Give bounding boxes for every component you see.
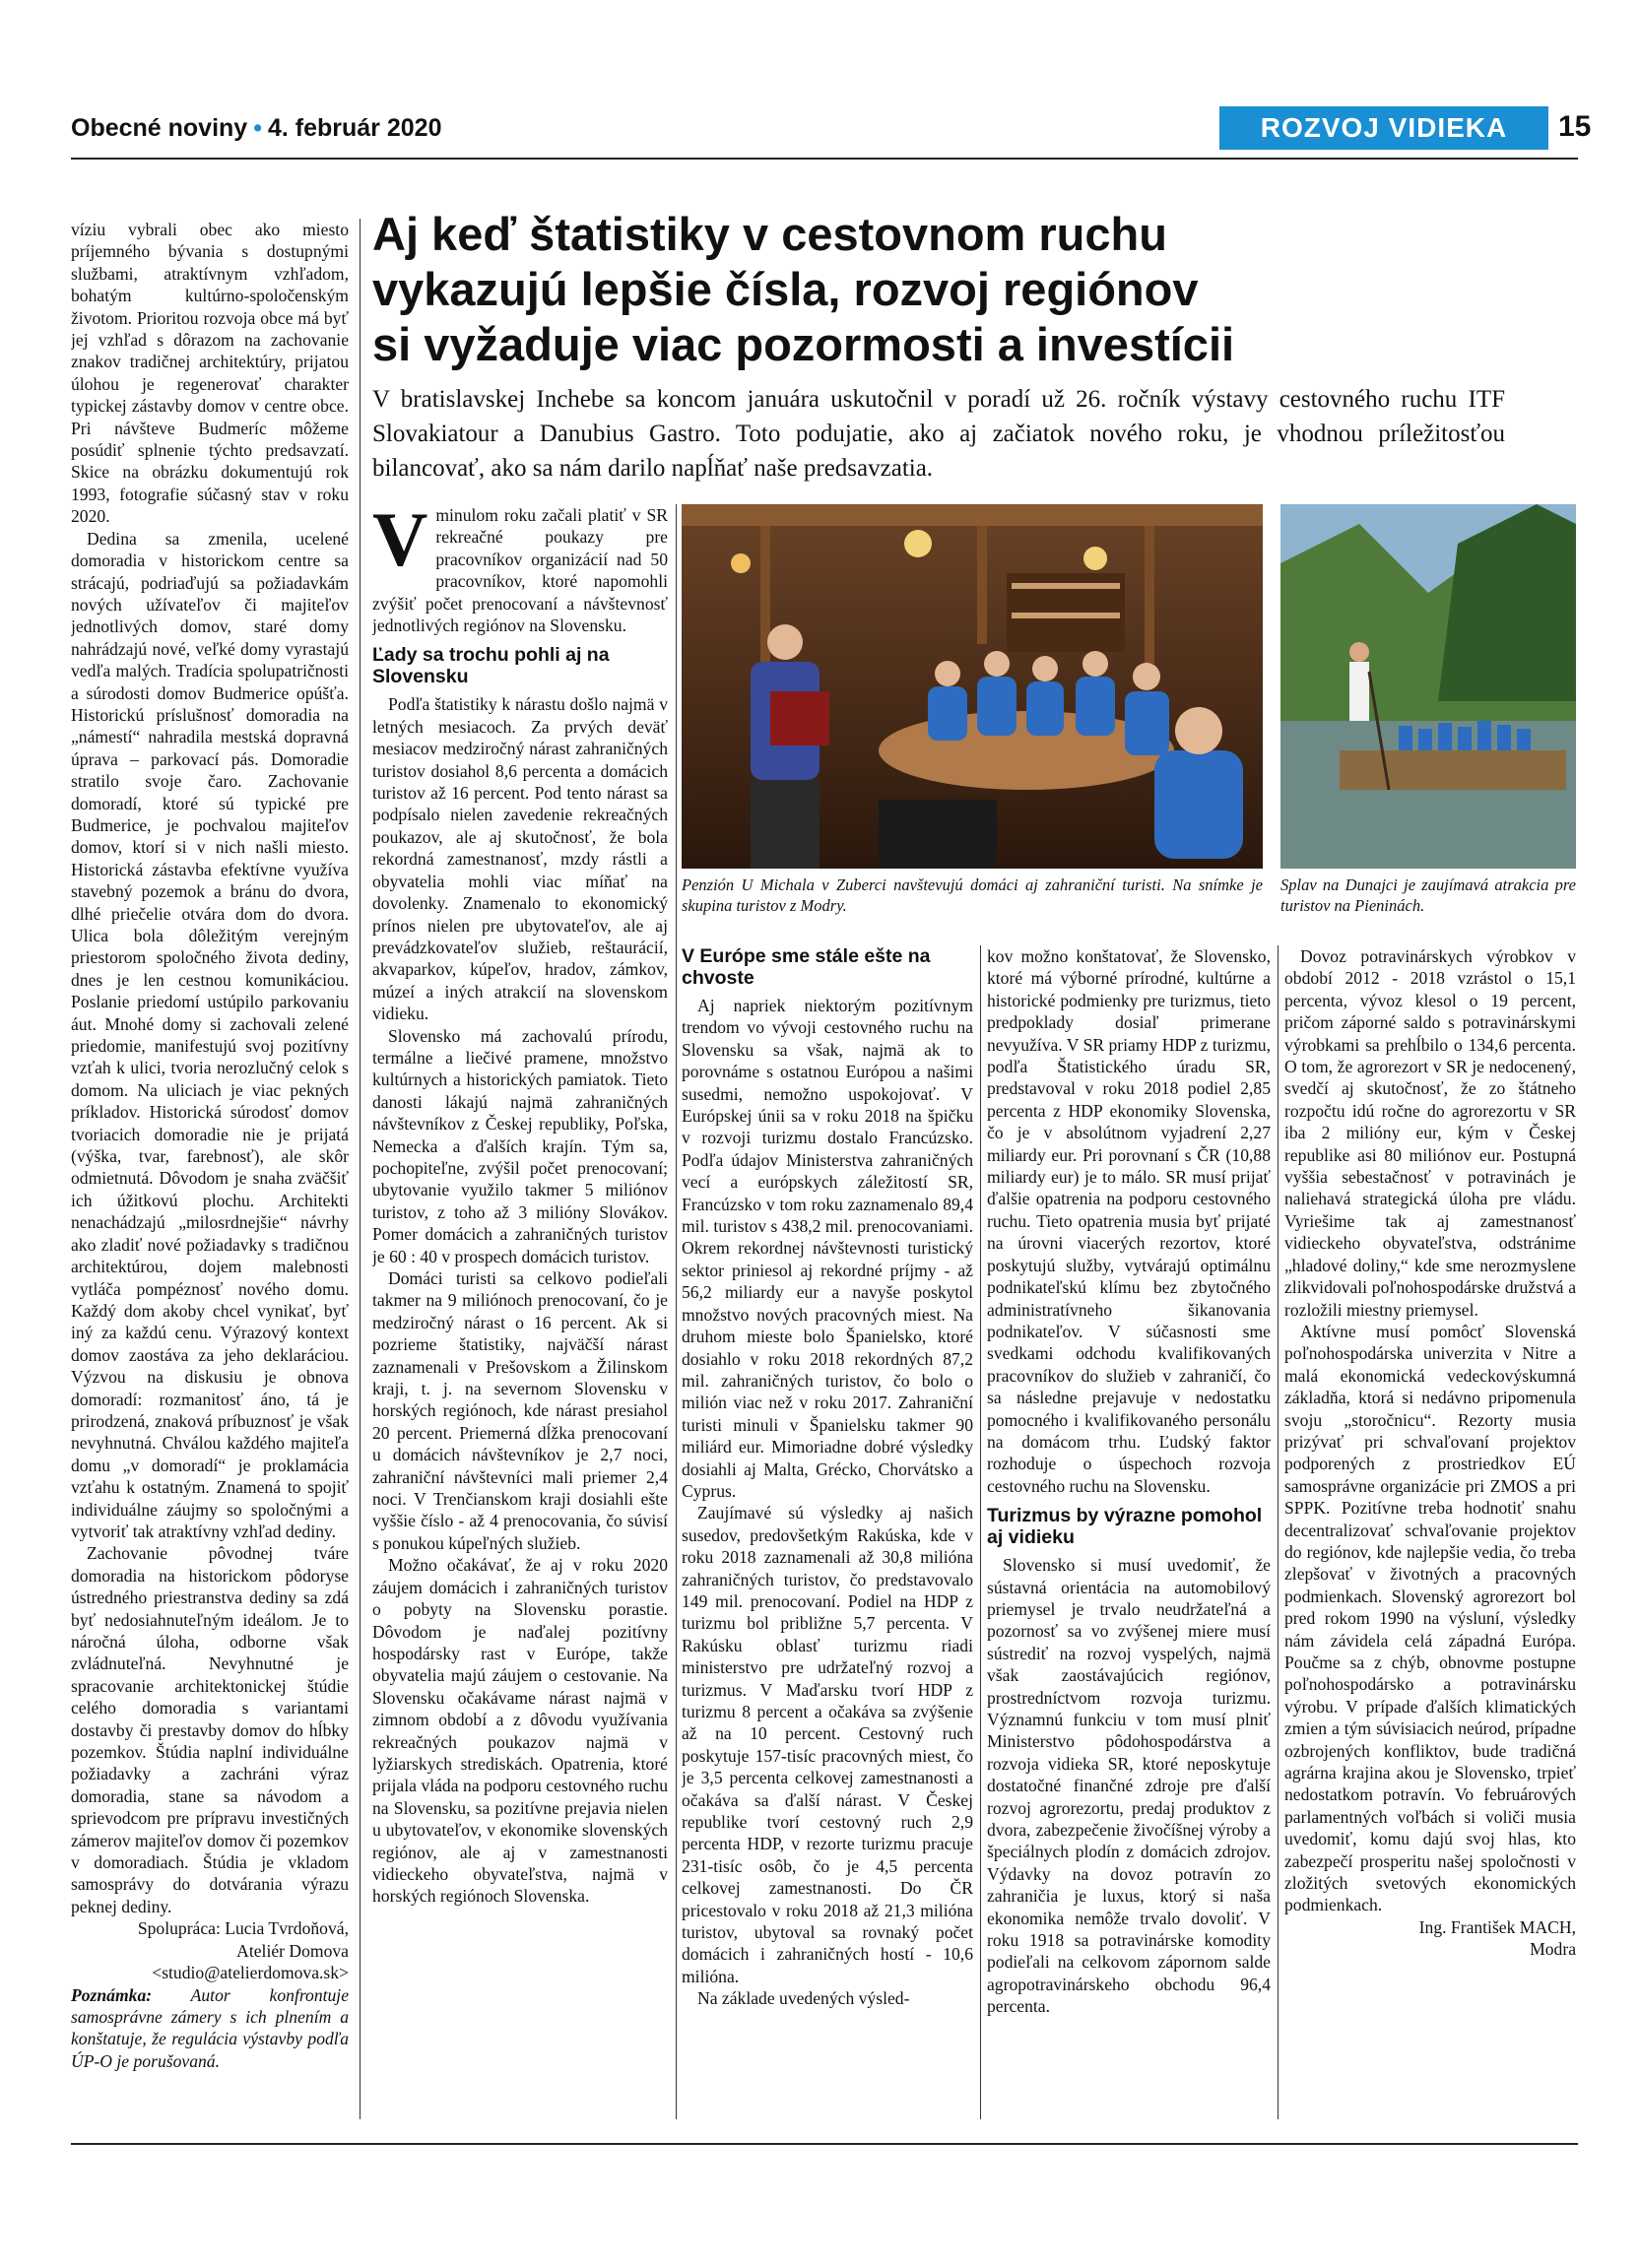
col2-paragraph-1 bbox=[372, 504, 668, 636]
column-divider-4 bbox=[1278, 945, 1279, 2119]
headline bbox=[372, 207, 1515, 372]
subheading-v-europe: V Európe sme stále ešte na chvoste bbox=[682, 945, 931, 989]
col5-paragraph-2: Aktívne musí pomôcť Slovenská poľnohospodárska univerzita v Nitre a malá ekonomická vedeckovýskumná základňa, ktorá si nedávno pripomenula svoju „storočnicu“. Rezorty musia prizývať pri schvaľovaní projektov podporených z prostriedkov EÚ samosprávne organizácie pri ZMOS a pri SPPK. Pozitívne treba hodnotiť snahu decentralizovať schvaľovanie projektov do regiónov, kde najlepšie vedia, čo treba zlepšovať v životných a pracovných podmienkach. Slovenský agrorezort bol pred rokom 1990 na výsluní, výsledky nám závidela celá západná Európa. Poučme sa z chýb, obnovme postupne poľnohospodársko a potravinársku výrobu. V prípade ďalších klimatických zmien a tým súvisiacich neúrod, prípadne ozbrojených konfliktov, bude tradičná agrárna krajina akou je Slovensko, trpieť nedostatkom potravín. Vo februárových parlamentných voľbách si voliči musia uvedomiť, komu dajú svoj hlas, kto zabezpečí prosperitu našej spoločnosti v zložitých svetových ekonomických podmienkach. bbox=[1284, 1321, 1576, 1915]
col2-paragraph-4: Domáci turisti sa celkovo podieľali takmer na 9 miliónoch prenocovaní, čo je medziročný nárast o 16 percent. Ak si pozrieme štatistiky, najväčší nárast zaznamenali v Prešovskom a Žilinskom kraji, t. j. na severnom Slovensku v horských regiónoch, kde nárast presiahol 20 percent. Priemerná dĺžka prenocovaní u domácich návštevníkov je 2,7 noci, zahraniční návštevníci mali priemer 2,4 noci. V Trenčianskom kraji dosiahli ešte vyššie číslo - až 4 prenocovania, čo súvisí s ponukou kúpeľných služieb. bbox=[372, 1268, 668, 1553]
photo-rafting bbox=[1280, 504, 1576, 869]
note bbox=[71, 1984, 349, 2073]
col2-paragraph-2: Podľa štatistiky k nárastu došlo najmä v letných mesiacoch. Za prvých deväť mesiacov medziročný nárast zahraničných turistov dosiahol 8,6 percenta a domácich turistov až 16 percent. Pod tento nárast sa podpísalo nielen zavedenie rekreačných poukazov, ale aj skutočnosť, že bola rekordná zamestnanosť, mzdy rástli a obyvatelia mohli viac míňať na dovolenky. Znamenalo to ekonomický prínos nielen pre ubytovateľov, ale aj prevádzkovateľov služieb, reštaurácií, akvaparkov, kúpeľov, hradov, zámkov, múzeí a iných atrakcií na slovenskom vidieku. bbox=[372, 694, 668, 1024]
author-place: Modra bbox=[1530, 1939, 1576, 1960]
page-header bbox=[71, 106, 1592, 152]
left-paragraph-1: víziu vybrali obec ako miesto príjemného bývania s dostupnými službami, atraktívnym vzhľadom, bohatým kultúrno-spoločenským životom. Prioritou rozvoja obce má byť jej vzhľad s dôrazom na zachovanie znakov tradičnej architektúry, prijatou úlohou je regenerovať charakter typickej zástavby domov v centre obce. Pri návšteve Budmeríc môžeme posúdiť splnenie týchto predsavzatí. Skice na obrázku dokumentujú rok 1993, fotografie súčasný stav v roku 2020. bbox=[71, 220, 349, 527]
article-column-5 bbox=[1284, 945, 1576, 2119]
left-paragraph-3: Zachovanie pôvodnej tváre domoradia na historickom pôdoryse ústredného priestranstva dediny sa zdá byť nedosiahnuteľným ideálom. Je to náročná úloha, odborne však zvládnuteľná. Nevyhnutné je spracovanie architektonickej štúdie celého domoradia s variantami dostavby či prestavby domov do hĺbky pozemkov. Štúdia naplní individuálne požiadavky a zachráni výraz domoradia, stane sa návodom a sprievodcom pre prípravu investičných zámerov majiteľov domov či pozemkov v domoradiach. Štúdia je vkladom samosprávy do dotvárania výrazu peknej dediny. bbox=[71, 1543, 349, 1916]
page-number: 15 bbox=[1558, 110, 1592, 143]
header-rule bbox=[71, 158, 1578, 160]
restaurant-photo-illustration bbox=[682, 504, 1263, 869]
col2-paragraph-1-text: minulom roku začali platiť v SR rekreačné poukazy pre pracovníkov organizácií nad 50 pracovníkov, ktoré napomohli zvýšiť počet prenocovaní a návštevnosť jednotlivých regiónov na Slovensku. bbox=[372, 505, 668, 636]
credit-line-1: Spolupráca: Lucia Tvrdoňová, bbox=[137, 1918, 349, 1939]
col2-paragraph-5: Možno očakávať, že aj v roku 2020 záujem domácich i zahraničných turistov o pobyty na Slovensku porastie. Dôvodom je naďalej pozitívny hospodársky rast v Európe, takže obyvatelia majú záujem o cestovanie. Na Slovensku očakávame nárast najmä v zimnom období a z dôvodu využívania rekreačných poukazov najmä v lyžiarskych strediskách. Opatrenia, ktoré prijala vláda na podporu cestovného ruchu na Slovensku, sa pozitívne prejavia nielen u ubytovateľov, v ekonomike slovenských regiónov, ale aj v zamestnanosti vidieckeho obyvateľstva, najmä v horských regiónoch Slovenska. bbox=[372, 1555, 668, 1907]
column-divider-3 bbox=[980, 945, 981, 2119]
column-divider-left bbox=[360, 219, 361, 2119]
dropcap-letter: V bbox=[372, 504, 428, 582]
article-column-3 bbox=[682, 945, 973, 2119]
left-article-column bbox=[71, 219, 349, 2139]
rafting-photo-illustration bbox=[1280, 504, 1576, 869]
col5-paragraph-1: Dovoz potravinárskych výrobkov v období 2012 - 2018 vzrástol o 15,1 percenta, vývoz klesol o 19 percent, pričom záporné saldo s potravinárskymi výrobkami sa prehĺbilo o 134,6 percenta. O tom, že agrorezort v SR je nedocenený, svedčí aj skutočnosť, že zo štátneho rozpočtu idú ročne do agrorezortu v SR iba 2 milióny eur, kým v Českej republike asi 80 miliónov eur. Postupná vyššia sebestačnosť v potravinách je naliehavá strategická úloha pre vládu. Vyriešime tak aj zamestnanosť vidieckeho obyvateľstva, odstránime „hladové doliny,“ kde sme nerozmyslene zlikvidovali poľnohospodárske družstvá a rozložili miestny priemysel. bbox=[1284, 946, 1576, 1320]
section-label: ROZVOJ VIDIEKA bbox=[1219, 106, 1548, 150]
headline-line-2: vykazujú lepšie čísla, rozvoj regiónov bbox=[372, 263, 1199, 315]
col3-paragraph-1: Aj napriek niektorým pozitívnym trendom vo vývoji cestovného ruchu na Slovensku sa však, najmä ak to porovnáme s ostatnou Európou a našimi susedmi, nemožno uspokojovať. V Európskej únii sa v roku 2018 na špičku v rozvoji turizmu dostalo Francúzsko. Podľa údajov Ministerstva zahraničných vecí a európskych záležitostí SR, Francúzsko v tom roku zaznamenalo 89,4 mil. turistov s 438,2 mil. prenocovaniami. Okrem rekordnej návštevnosti turistický sektor priniesol aj rekordné príjmy - až 56,2 miliardy eur a navyše poskytol množstvo nových pracovných miest. Na druhom mieste bolo Španielsko, ktoré dosiahlo v roku 2018 rekordných 87,2 mil. zahraničných turistov, čo bolo o milión viac než v roku 2017. Zahraniční turisti minuli v Španielsku takmer 90 miliárd eur. Mimoriadne dobré výsledky dosiahli aj Malta, Grécko, Chorvátsko a Cyprus. bbox=[682, 996, 973, 1501]
left-paragraph-2: Dedina sa zmenila, ucelené domoradia v historickom centre sa strácajú, podriaďujú sa požiadavkám nových užívateľov či majiteľov jednotlivých domov, staré domy nahrádzajú nové, veľké domy vyrastajú vedľa malých. Tradícia spolupatričnosti a súrodosti domov Budmerice opúšťa. Historickú príslušnosť domoradia na „námestí“ nahradila mestská dopravná úprava – parkovací pás. Domoradie stratilo svoje čaro. Zachovanie domoradí, ktoré sú typické pre Budmerice, je pochvalou majiteľov domov, ktorí si v nich našli miesto. Historická zástavba efektívne využíva stavebný pozemok a bránu do dvora, dlhé priečelie otvára dom do dvora. Ulica bola dôležitým verejným priestorom spoločného života dediny, dnes je len cestnou komunikáciou. Poslanie priedomí ustúpilo parkovaniu áut. Mnohé domy si zachovali zelené priedomie, manifestujú svoj pozitívny vzťah k ulici, tvoria nerozlučný celok s domom. Na uliciach je viac pekných príkladov. Historická súrodosť domov tvoriacich domoradie nie je prijatá (výška, tvar, farebnosť), ale skôr odmietnutá. Dôvodom je snaha zväčšiť ich úžitkovú plochu. Architekti nenachádzajú „milosrdnejšie“ návrhy ako zladiť nové požiadavky s tradičnou architektúrou, dojem malebnosti vytláča pompéznosť nového domu. Každý dom akoby chcel vynikať, byť iný za každú cenu. Výrazový kontext domov zaostáva za jeho deklaráciou. Výzvou na diskusiu je obnova domoradí: rozmanitosť áno, tá je prirodzená, znaková príbuznosť je však nevyhnutná. Chválou každého majiteľa domu „v domoradí“ je proklamácia vzťahu k ostatným. Znamená to spojiť individuálne záujmy so spoločnými a vytvoriť tak atraktívny vzhľad dediny. bbox=[71, 528, 349, 1541]
col2-paragraph-3: Slovensko má zachovalú prírodu, termálne a liečivé pramene, množstvo kultúrnych a historických pamiatok. Tieto danosti lákajú najmä zahraničných návštevníkov z Českej republiky, Poľska, Nemecka a ďalších krajín. Tým sa, pochopiteľne, zvýšil počet prenocovaní; ubytovanie využilo takmer 5 miliónov turistov, z toho až 3 milióny Slovákov. Pomer domácich a zahraničných turistov je 60 : 40 v prospech domácich turistov. bbox=[372, 1025, 668, 1266]
article-column-2 bbox=[372, 504, 668, 2119]
lead-paragraph: V bratislavskej Inchebe sa koncom januára uskutočnil v poradí už 26. ročník výstavy cestovného ruchu ITF Slovakiatour a Danubius Gastro. Toto podujatie, ako aj začiatok nového roku, je vhodnou príležitosťou bilancovať, ako sa nám darilo napĺňať naše predsavzatia. bbox=[372, 386, 1505, 482]
article-column-4 bbox=[987, 945, 1271, 2119]
headline-line-3: si vyžaduje viac pozormosti a investícii bbox=[372, 318, 1235, 370]
caption-restaurant: Penzión U Michala v Zuberci navštevujú domáci aj zahraniční turisti. Na snímke je skupina turistov z Modry. bbox=[682, 875, 1263, 915]
col4-paragraph-2: Slovensko si musí uvedomiť, že sústavná orientácia na automobilový priemysel je trvalo neudržateľná a pozornosť sa vo zvýšenej miere musí sústrediť na rozvoj vyspelých, najmä však zaostávajúcich regiónov, prostredníctvom rozvoja turizmu. Významnú funkciu v tom musí plniť Ministerstvo pôdohospodárstva a rozvoja vidieka SR, ktoré neposkytuje dostatočné finančné zdroje pre ďalší rozvoj agrorezortu, predaj produktov z dvora, zabezpečenie živočíšnej výroby a špeciálnych plodín z domácich zdrojov. Výdavky na dovoz potravín zo zahraničia je luxus, ktorý si naša ekonomika nemôže trvalo dovoliť. V roku 1918 sa potravinárske komodity podieľali na celkovom zápornom salde agropotravinárskeho obchodu 96,4 percenta. bbox=[987, 1555, 1271, 2017]
headline-line-1: Aj keď štatistiky v cestovnom ruchu bbox=[372, 208, 1167, 260]
col3-paragraph-2: Zaujímavé sú výsledky aj našich susedov, predovšetkým Rakúska, kde v roku 2018 zaznamenali až 30,8 milióna zahraničných turistov, čo predstavovalo 149 mil. prenocovaní. Podiel na HDP z turizmu bol približne 5,7 percenta. V Rakúsku oblasť turizmu riadi ministerstvo pre udržateľný rozvoj a turizmus. V Maďarsku tvorí HDP z turizmu 8 percent a očakáva sa zvýšenie až na 10 percent. Cestovný ruch poskytuje 157-tisíc pracovných miest, čo je 3,5 percenta celkovej zamestnanosti a očakáva sa ďalší nárast. V Českej republike tvorí cestovný ruch 2,9 percenta HDP, v rezorte turizmu pracuje 231-tisíc osôb, čo je 4,5 percenta celkovej zamestnanosti. Do ČR pricestovalo v roku 2018 až 21,3 milióna turistov, ubytoval sa rovnaký počet domácich i zahraničných hostí - 10,6 milióna. bbox=[682, 1503, 973, 1986]
author-name: Ing. František MACH, bbox=[1418, 1916, 1576, 1937]
note-label: Poznámka: bbox=[71, 1984, 153, 2005]
caption-rafting: Splav na Dunajci je zaujímavá atrakcia pre turistov na Pieninách. bbox=[1280, 875, 1576, 915]
note-text: Autor konfrontuje samosprávne zámery s ich plnením a konštatuje, že regulácia výstavby podľa ÚP-O je porušovaná. bbox=[71, 1984, 349, 2071]
credit-line-2: Ateliér Domova bbox=[236, 1940, 349, 1961]
publication-line bbox=[71, 114, 441, 143]
col4-paragraph-1: kov možno konštatovať, že Slovensko, ktoré má výborné prírodné, kultúrne a historické podmienky pre turizmus, tieto predpoklady dosiaľ primerane nevyužíva. V SR priamy HDP z turizmu, podľa Štatistického úradu SR, predstavoval v roku 2018 podiel 2,85 percenta z HDP ekonomiky Slovenska, čo je v absolútnom vyjadrení 2,27 miliardy eur. Pri porovnaní s ČR (10,88 miliardy eur) je to málo. SR musí prijať ďalšie opatrenia na podporu cestovného ruchu. Tieto opatrenia musia byť prijaté na úrovni viacerých rezortov, ktoré poskytujú služby, vytvárajú optimálnu podnikateľskú klímu bez zbytočného administratívneho šikanovania podnikateľov. V súčasnosti sme svedkami odchodu kvalifikovaných pracovníkov do služieb v zahraničí, čo sa následne prejavuje v nedostatku pomocného i kvalifikovaného personálu na domácom trhu. Ľudský faktor rozhoduje o úspechoch rozvoja cestovného ruchu na Slovensku. bbox=[987, 946, 1271, 1496]
subheading-turizmus: Turizmus by výrazne pomohol aj vidieku bbox=[987, 1505, 1263, 1549]
publication-name: Obecné noviny bbox=[71, 114, 248, 142]
column-divider-2 bbox=[676, 504, 677, 2119]
subheading-lady-sa-pohli: Ľady sa trochu pohli aj na Slovensku bbox=[372, 644, 610, 688]
col3-paragraph-3: Na základe uvedených výsled- bbox=[697, 1988, 910, 2009]
credit-email: <studio@atelierdomova.sk> bbox=[152, 1963, 349, 1983]
separator-dot: • bbox=[253, 114, 262, 142]
photo-restaurant bbox=[682, 504, 1263, 869]
issue-date: 4. február 2020 bbox=[267, 114, 442, 142]
footer-rule bbox=[71, 2143, 1578, 2145]
